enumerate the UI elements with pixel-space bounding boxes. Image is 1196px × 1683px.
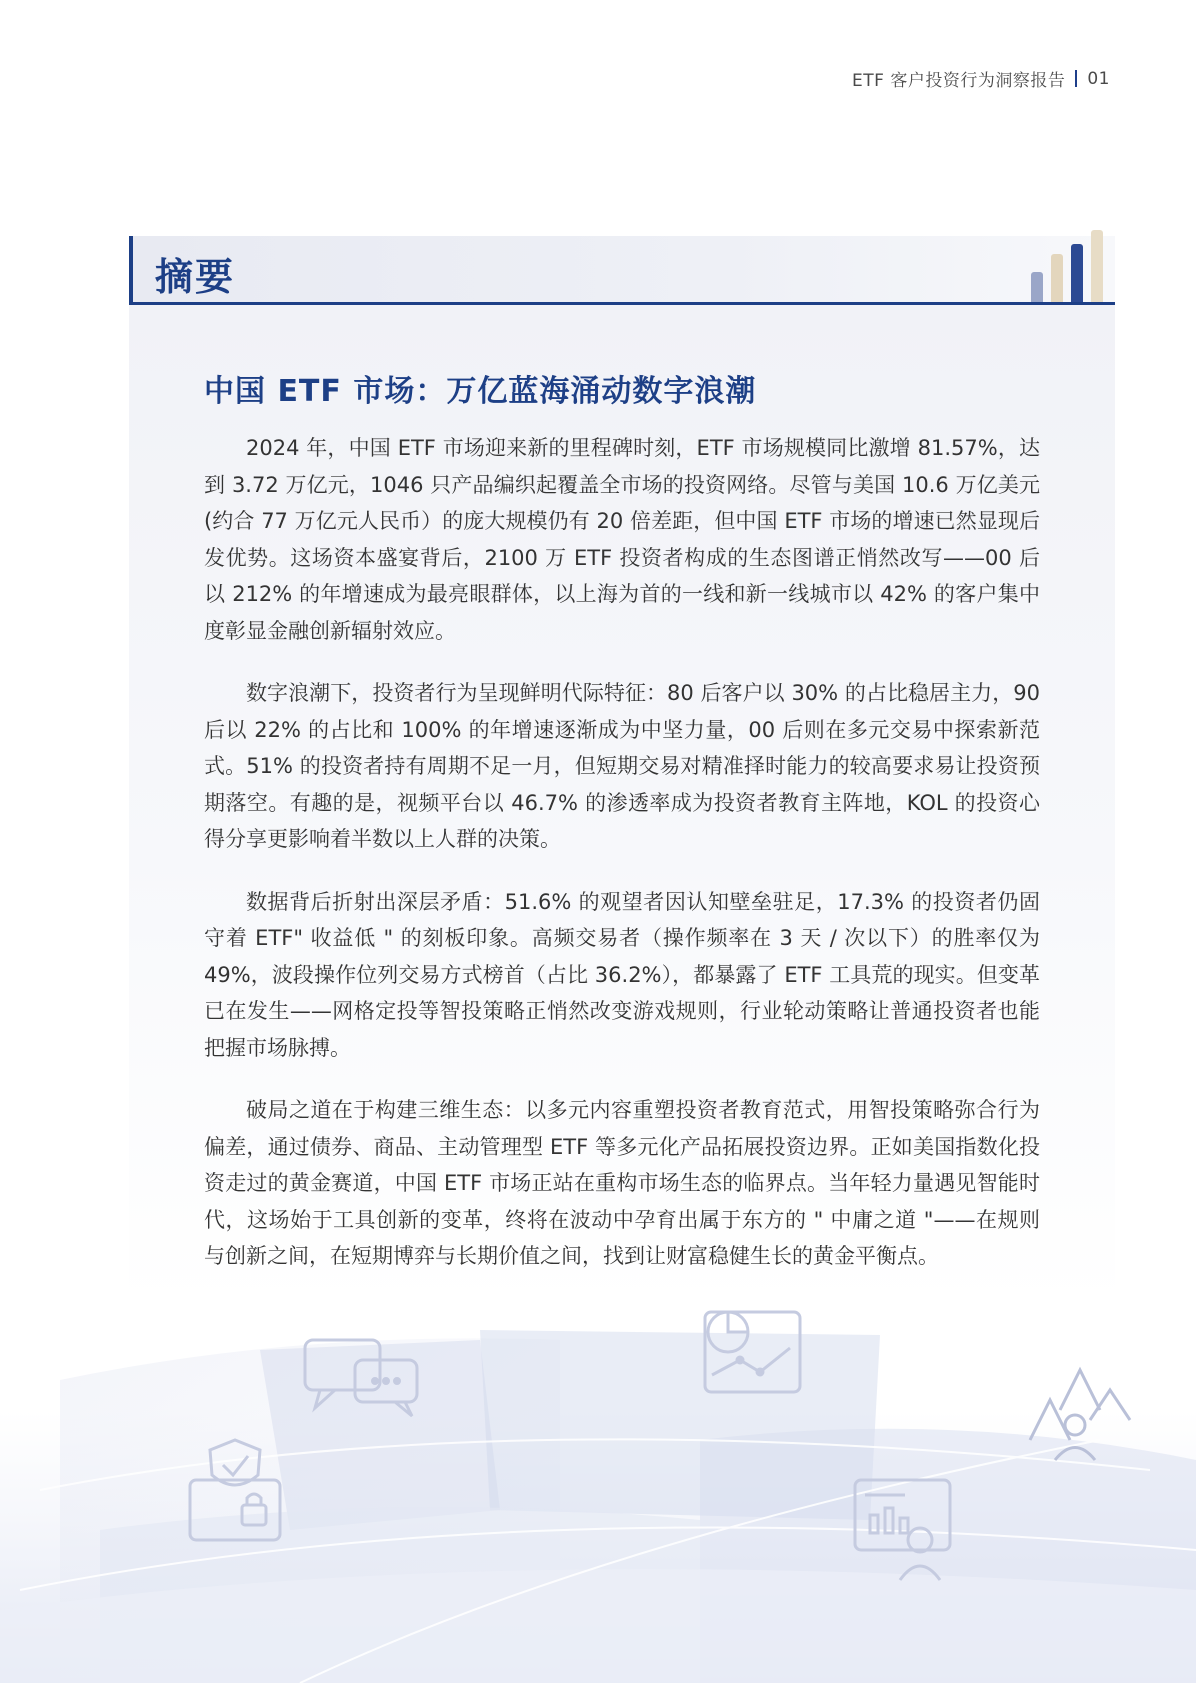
page-number: 01 bbox=[1087, 68, 1110, 89]
body-text bbox=[204, 430, 1040, 1301]
running-header bbox=[852, 66, 1110, 91]
paragraph: 2024 年，中国 ETF 市场迎来新的里程碑时刻，ETF 市场规模同比激增 81.57%，达到 3.72 万亿元，1046 只产品编织起覆盖全市场的投资网络。尽管与美国 10.6 万亿美元(约合 77 万亿元人民币）的庞大规模仍有 20 倍差距，但中国 ETF 市场的增速已然显现后发优势。这场资本盛宴背后，2100 万 ETF 投资者构成的生态图谱正悄然改写——00 后以 212% 的年增速成为最亮眼群体，以上海为首的一线和新一线城市以 42% 的客户集中度彰显金融创新辐射效应。 bbox=[204, 436, 1040, 643]
report-title: ETF 客户投资行为洞察报告 bbox=[852, 71, 1066, 91]
ornament-bar bbox=[1051, 254, 1063, 302]
header-divider bbox=[1075, 70, 1077, 87]
ornament-bar bbox=[1031, 272, 1043, 302]
bar-chart-ornament-icon bbox=[1025, 222, 1115, 302]
decorative-illustration bbox=[0, 1290, 1196, 1683]
paragraph: 数据背后折射出深层矛盾：51.6% 的观望者因认知壁垒驻足，17.3% 的投资者仍固守着 ETF" 收益低 " 的刻板印象。高频交易者（操作频率在 3 天 / 次以下）的胜率仅为 49%，波段操作位列交易方式榜首（占比 36.2%），都暴露了 ETF 工具荒的现实。但变革已在发生——网格定投等智投策略正悄然改变游戏规则，行业轮动策略让普通投资者也能把握市场脉搏。 bbox=[204, 889, 1040, 1060]
section-header bbox=[129, 236, 1115, 305]
paragraph: 数字浪潮下，投资者行为呈现鲜明代际特征：80 后客户以 30% 的占比稳居主力，90 后以 22% 的占比和 100% 的年增速逐渐成为中坚力量，00 后则在多元交易中探索新范式。51% 的投资者持有周期不足一月，但短期交易对精准择时能力的较高要求易让投资预期落空。有趣的是，视频平台以 46.7% 的渗透率成为投资者教育主阵地，KOL 的投资心得分享更影响着半数以上人群的决策。 bbox=[204, 681, 1040, 851]
ornament-bar bbox=[1071, 244, 1083, 302]
section-subtitle: 中国 ETF 市场：万亿蓝海涌动数字浪潮 bbox=[204, 374, 757, 409]
ornament-bar bbox=[1091, 230, 1103, 302]
section-title: 摘要 bbox=[155, 255, 236, 299]
paragraph: 破局之道在于构建三维生态：以多元内容重塑投资者教育范式，用智投策略弥合行为偏差，通过债券、商品、主动管理型 ETF 等多元化产品拓展投资边界。正如美国指数化投资走过的黄金赛道，中国 ETF 市场正站在重构市场生态的临界点。当年轻力量遇见智能时代，这场始于工具创新的变革，终将在波动中孕育出属于东方的 " 中庸之道 "——在规则与创新之间，在短期博弈与长期价值之间，找到让财富稳健生长的黄金平衡点。 bbox=[204, 1098, 1040, 1268]
